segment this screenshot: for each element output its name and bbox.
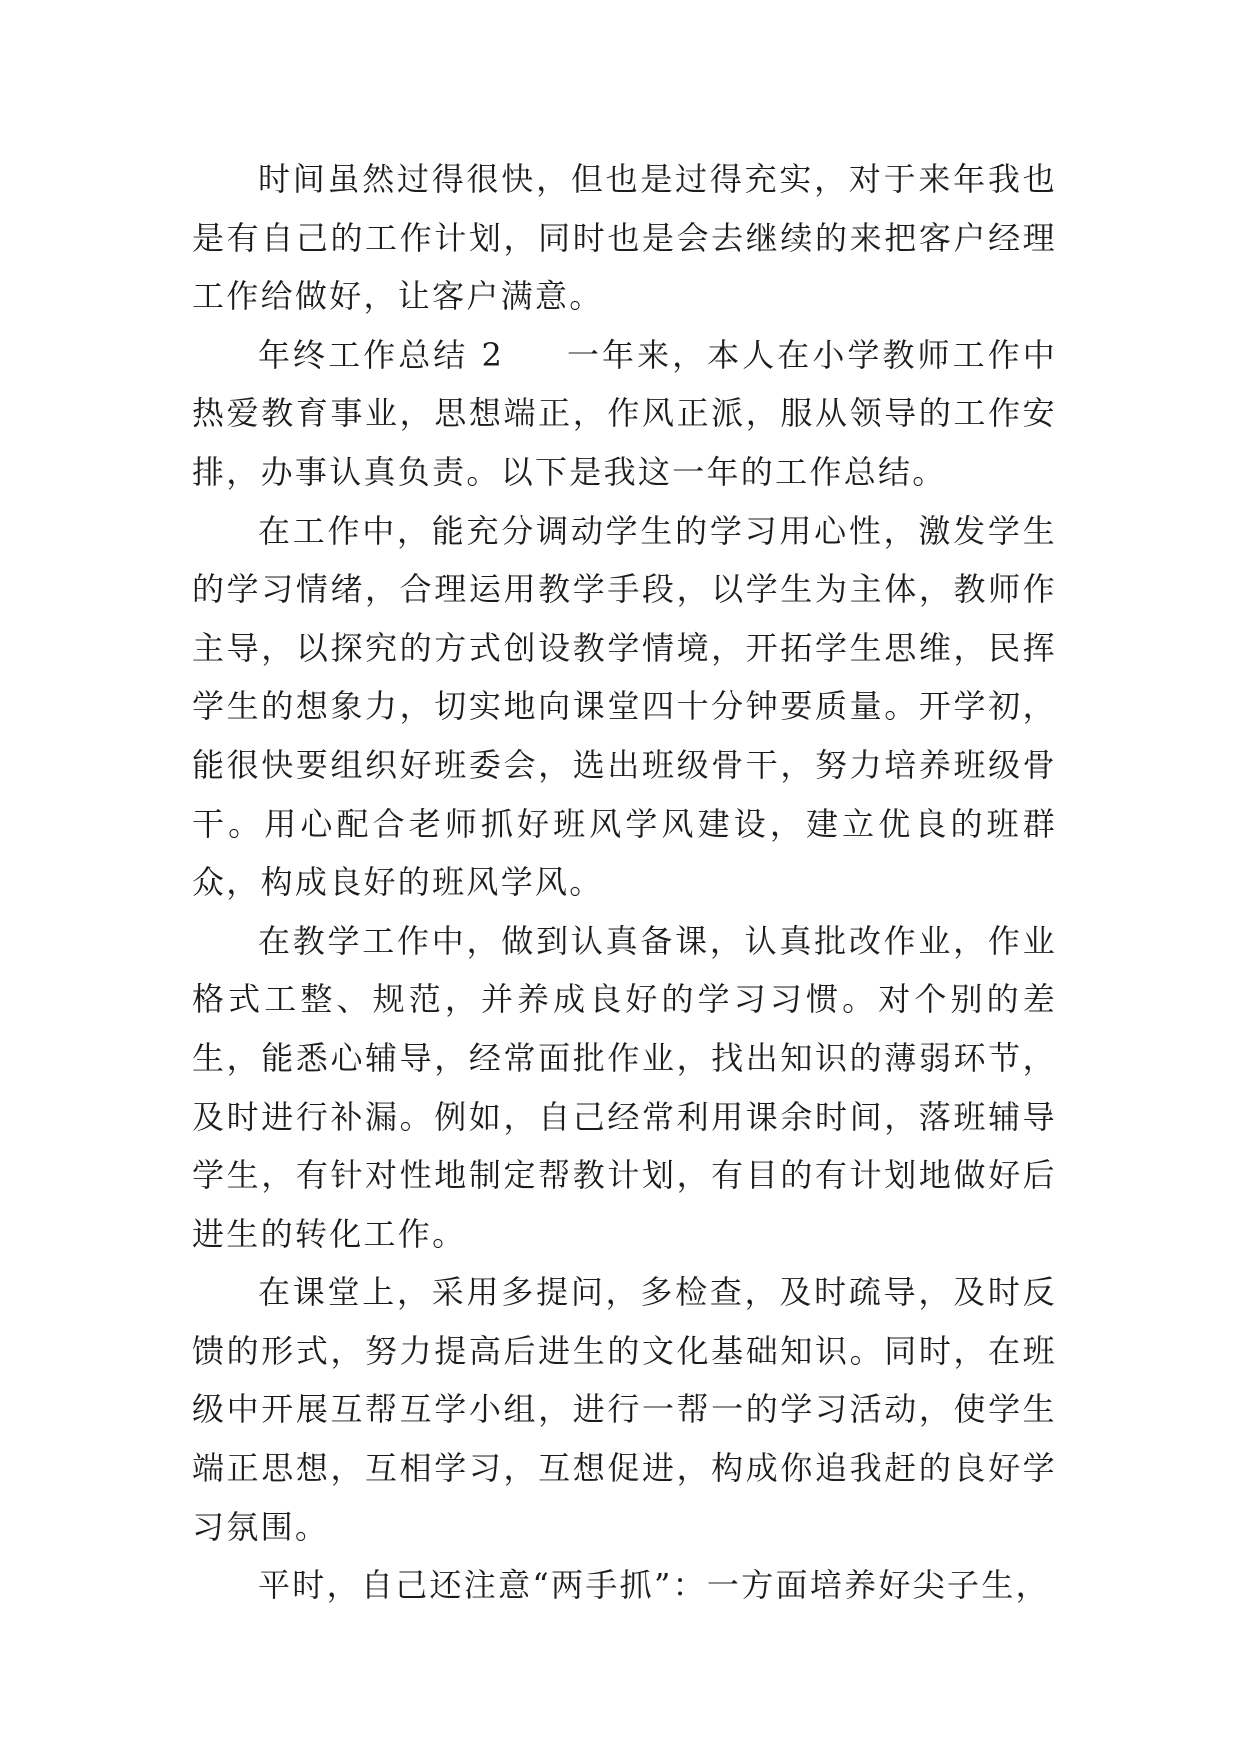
paragraph — [192, 326, 1057, 502]
paragraph — [192, 1263, 1057, 1556]
paragraph — [192, 502, 1057, 912]
paragraph-text: 在教学工作中，做到认真备课，认真批改作业，作业格式工整、规范，并养成良好的学习习惯。对个别的差生，能悉心辅导，经常面批作业，找出知识的薄弱环节，及时进行补漏。例如，自己经常利用课余时间，落班辅导学生，有针对性地制定帮教计划，有目的有计划地做好后进生的转化工作。 — [192, 921, 1057, 1253]
paragraph-text: 在课堂上，采用多提问，多检查，及时疏导，及时反馈的形式，努力提高后进生的文化基础知识。同时，在班级中开展互帮互学小组，进行一帮一的学习活动，使学生端正思想，互相学习，互想促进，构成你追我赶的良好学习氛围。 — [192, 1273, 1057, 1546]
paragraph — [192, 912, 1057, 1264]
paragraph-text: 在工作中，能充分调动学生的学习用心性，激发学生的学习情绪，合理运用教学手段，以学生为主体，教师作主导，以探究的方式创设教学情境，开拓学生思维，民挥学生的想象力，切实地向课堂四十分钟要质量。开学初，能很快要组织好班委会，选出班级骨干，努力培养班级骨干。用心配合老师抓好班风学风建设，建立优良的班群众，构成良好的班风学风。 — [192, 511, 1057, 902]
paragraph-text: 一年来，本人在小学教师工作中热爱教育事业，思想端正，作风正派，服从领导的工作安排，办事认真负责。以下是我这一年的工作总结。 — [192, 335, 1057, 491]
paragraph — [192, 1556, 1057, 1615]
paragraph — [192, 150, 1057, 326]
paragraph-text: 时间虽然过得很快，但也是过得充实，对于来年我也是有自己的工作计划，同时也是会去继续的来把客户经理工作给做好，让客户满意。 — [192, 160, 1057, 316]
document-body — [192, 150, 1057, 1615]
paragraph-text: 平时，自己还注意“两手抓”：一方面培养好尖子生， — [258, 1566, 1050, 1605]
section-title: 年终工作总结 2 — [258, 335, 505, 374]
